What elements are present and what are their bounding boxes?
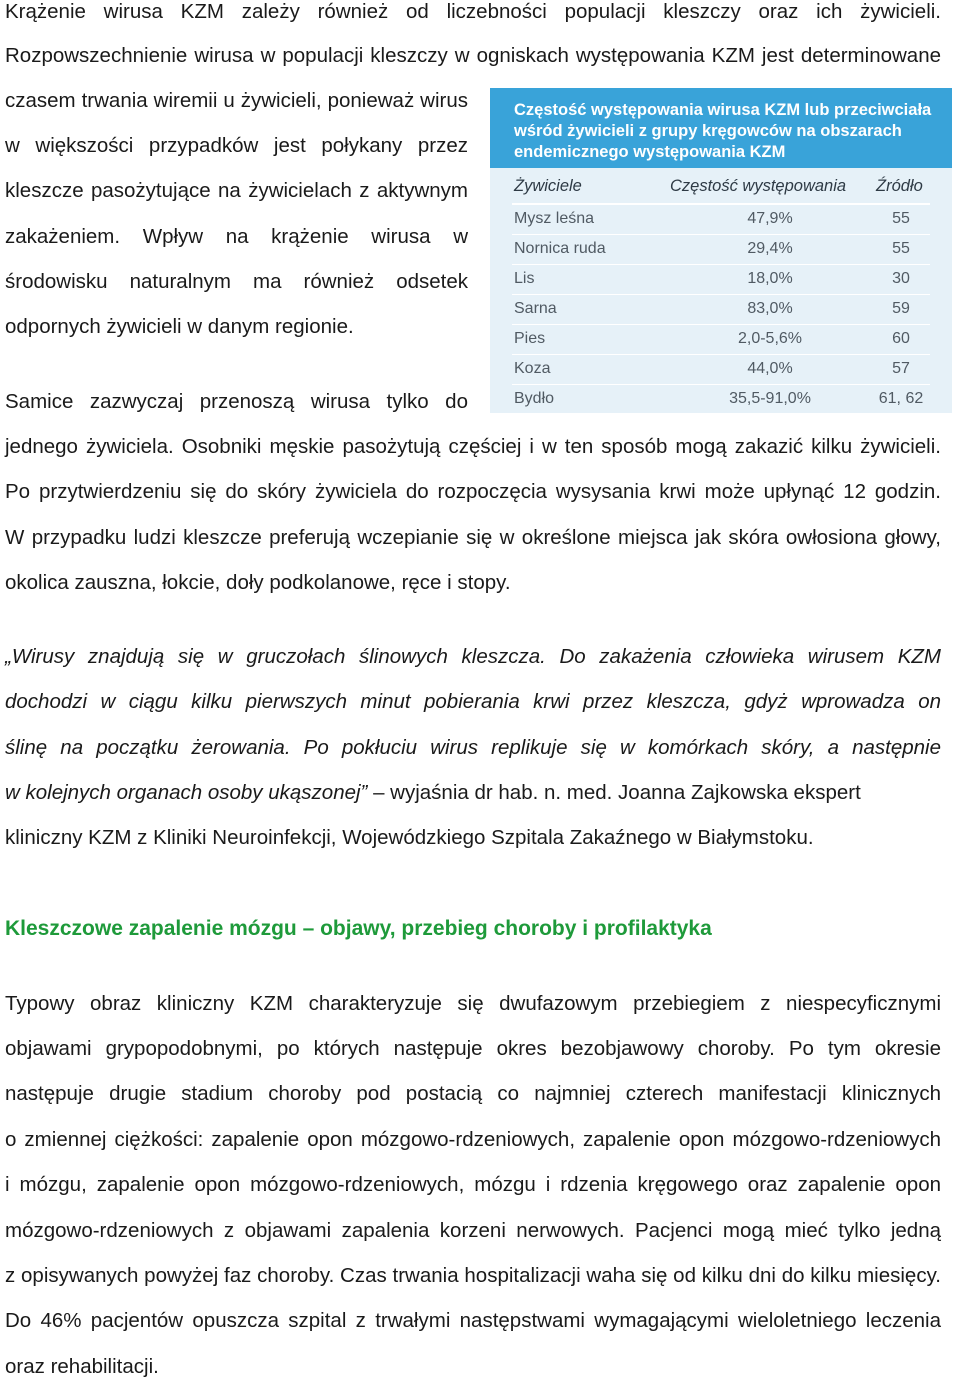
host-cell: Nornica ruda [514,240,606,257]
table-row [490,325,952,355]
column-header-host: Żywiciele [514,177,582,195]
frequency-cell: 29,4% [747,240,793,257]
source-cell: 55 [892,240,910,257]
column-header-source: Źródło [876,177,923,195]
host-frequency-table [490,88,952,413]
paragraph-1-line: odpornych żywicieli w danym regionie. [5,315,354,338]
host-cell: Bydło [514,390,555,407]
table-title-line: wśród żywicieli z grupy kręgowców na obszarach [514,122,902,140]
frequency-cell: 35,5-91,0% [729,390,811,407]
table-row [490,265,952,295]
quote-line: „Wirusy znajdują się w gruczołach ślinowych kleszcza. Do zakażenia człowieka wirusem KZM [5,645,941,668]
paragraph-3-line: o zmiennej ciężkości: zapalenie opon mózgowo-rdzeniowych, zapalenie opon mózgowo-rdzeniowych [5,1128,941,1151]
source-cell: 61, 62 [878,390,924,407]
host-cell: Lis [514,270,535,287]
paragraph-1-line: Rozpowszechnienie wirusa w populacji kleszczy w ogniskach występowania KZM jest determinowane [5,44,941,67]
host-cell: Koza [514,360,551,377]
paragraph-2-line: okolica zauszna, łokcie, doły podkolanowe, ręce i stopy. [5,571,511,594]
source-cell: 57 [892,360,910,377]
quote-line [5,781,941,805]
paragraph-1-line: czasem trwania wiremii u żywicieli, ponieważ wirus [5,89,468,112]
host-cell: Pies [514,330,546,347]
paragraph-1-line: kleszcze pasożytujące na żywicielach z aktywnym [5,179,468,202]
paragraph-3-line: z opisywanych powyżej faz choroby. Czas trwania hospitalizacji waha się od kilku dni do kilku miesięcy. [5,1264,941,1287]
frequency-cell: 18,0% [747,270,793,287]
table-row [490,295,952,325]
paragraph-3-line: Typowy obraz kliniczny KZM charakteryzuje się dwufazowym przebiegiem z niespecyficznymi [5,992,941,1015]
table-row [490,355,952,385]
source-cell: 30 [892,270,910,287]
column-header-frequency: Częstość występowania [670,177,847,195]
source-cell: 60 [892,330,910,347]
quote-attribution: – wyjaśnia dr hab. n. med. Joanna Zajkowska ekspert [367,781,861,804]
table-title-line: Częstość występowania wirusa KZM lub przeciwciała [514,101,932,119]
paragraph-2-line: jednego żywiciela. Osobniki męskie pasożytują częściej i w ten sposób mogą zakazić kilku żywicieli. [5,435,941,458]
paragraph-3-line: Do 46% pacjentów opuszcza szpital z trwałymi następstwami wymagającymi wieloletniego leczenia [5,1309,941,1332]
paragraph-3-line: następuje drugie stadium choroby pod postacią co najmniej czterech manifestacji klinicznych [5,1082,941,1105]
quote-line: kliniczny KZM z Kliniki Neuroinfekcji, Wojewódzkiego Szpitala Zakaźnego w Białymstoku. [5,826,814,849]
frequency-cell: 47,9% [747,210,793,227]
paragraph-3-line: oraz rehabilitacji. [5,1355,159,1378]
paragraph-2-line: W przypadku ludzi kleszcze preferują wczepianie się w określone miejsca jak skóra owłosiona głowy, [5,526,941,549]
source-cell: 59 [892,300,910,317]
table-row [490,205,952,235]
table-title-line: endemicznego występowania KZM [514,143,786,161]
source-cell: 55 [892,210,910,227]
table-row [490,385,952,413]
host-cell: Sarna [514,300,557,317]
frequency-cell: 44,0% [747,360,793,377]
paragraph-1-line: w większości przypadków jest połykany przez [5,134,468,157]
quote-end: w kolejnych organach osoby ukąszonej” [5,781,368,804]
paragraph-1-line: zakażeniem. Wpływ na krążenie wirusa w [5,225,468,248]
paragraph-2-line: Samice zazwyczaj przenoszą wirusa tylko do [5,390,468,413]
table-title-bar [490,88,952,168]
quote-line: ślinę na początku żerowania. Po pokłuciu wirus replikuje się w komórkach skóry, a następnie [5,736,941,759]
paragraph-3-line: objawami grypopodobnymi, po których następuje okres bezobjawowy choroby. Po tym okresie [5,1037,941,1060]
frequency-cell: 2,0-5,6% [737,330,803,347]
paragraph-3-line: mózgowo-rdzeniowych z objawami zapalenia korzeni nerwowych. Pacjenci mogą mieć tylko jedną [5,1219,941,1242]
frequency-cell: 83,0% [747,300,793,317]
table-title [514,100,944,163]
paragraph-1-line: środowisku naturalnym ma również odsetek [5,270,468,293]
paragraph-3-line: i mózgu, zapalenie opon mózgowo-rdzeniowych, mózgu i rdzenia kręgowego oraz zapalenie opon [5,1173,941,1196]
host-cell: Mysz leśna [514,210,595,227]
paragraph-2-line: Po przytwierdzeniu się do skóry żywiciela do rozpoczęcia wysysania krwi może upłynąć 12 godzin. [5,480,941,503]
quote-line: dochodzi w ciągu kilku pierwszych minut pobierania krwi przez kleszcza, gdyż wprowadza on [5,690,941,713]
paragraph-1-line: Krążenie wirusa KZM zależy również od liczebności populacji kleszczy oraz ich żywicieli. [5,0,941,23]
table-row [490,235,952,265]
section-heading: Kleszczowe zapalenie mózgu – objawy, przebieg choroby i profilaktyka [5,917,712,940]
